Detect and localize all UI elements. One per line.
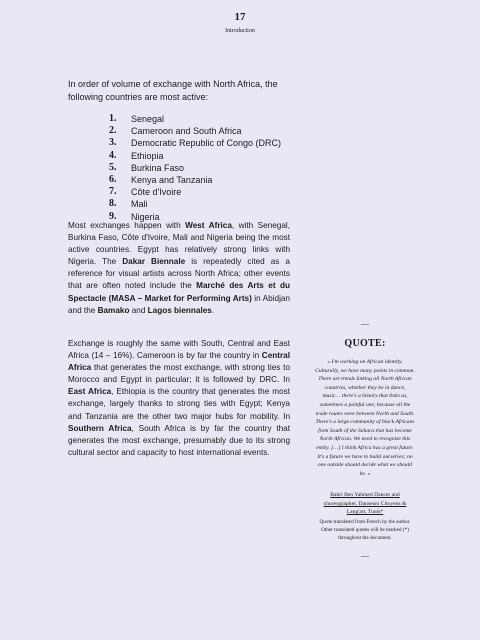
list-item-number: 2. [109,125,117,137]
quote-sidebar [315,320,415,560]
list-item-country: Nigeria [131,211,160,222]
emphasis-text: East Africa [68,387,112,397]
list-item-country: Senegal [131,114,165,125]
body-text: is repeatedly cited as a reference for visual artists across North Africa; other events that are often noted include the [68,257,290,291]
body-text: and [129,305,148,315]
translation-note: Quote translated from French by the author. Other translated quotes will be marked (*) throughout the document. [319,518,411,541]
body-text: that generates the most exchange, with strong ties to Morocco and Egypt in particular; it is followed by DRC. In [68,363,290,385]
section-label: Introduction [225,28,255,34]
intro-paragraph: In order of volume of exchange with North Africa, the following countries are most active: [68,79,278,102]
body-text: . [211,305,215,315]
list-item-number: 9. [109,210,117,222]
quote-attribution: Bahri Ben Yahmed Dancer and choreographer, Danseurs Citoyens & Lang'art, Tunis* [323,492,407,516]
sidebar-bottom-dash: — [361,550,369,560]
west-africa-paragraph [68,220,290,317]
list-item-number: 3. [109,137,117,149]
country-list [109,113,339,223]
list-item [109,150,339,162]
body-text: Most exchanges happen with [68,221,186,230]
list-item-country: Côte d'Ivoire [131,187,182,198]
list-item-country: Burkina Faso [131,162,185,173]
emphasis-text: Southern Africa [68,423,132,433]
list-item-number: 5. [109,161,117,173]
emphasis-text: West Africa [185,221,232,230]
list-item-country: Ethiopia [131,150,164,161]
emphasis-text: Dakar Biennale [122,257,186,267]
sidebar-top-dash: — [361,319,369,328]
emphasis-text: Lagos biennales [147,305,212,315]
list-item [109,137,339,149]
body-text: , South Africa is by far the country that generates the most exchange, presumably due to its strong cultural sector and capacity to host international events. [68,423,290,457]
list-item-number: 6. [109,174,117,186]
list-item [109,186,339,198]
regions-paragraph [68,338,290,459]
body-text: Exchange is roughly the same with South, Central and East Africa (14 – 16%). Cameroon is by far the country in [68,339,290,361]
list-item-country: Democratic Republic of Congo (DRC) [131,138,282,149]
list-item [109,198,339,210]
emphasis-text: Marché des Arts et du Spectacle (MASA – Market for Performing Arts) [68,281,290,303]
list-item-country: Kenya and Tanzania [131,175,213,186]
list-item [109,174,339,186]
list-item [109,113,339,125]
list-item-number: 1. [109,113,117,125]
list-item [109,125,339,137]
body-text: , Ethiopia is the country that generates the most exchange, largely thanks to strong ties with Egypt; Kenya and Tanzania are the other two major hubs for mobility. In [68,387,290,421]
quote-title: QUOTE: [344,338,386,349]
quote-text: « I'm working on African identity. Culturally, we have many points in common. There are trends linking all North African countries, whether they be in dance, music… there's a history that links us, sometimes a painful one, because all the trade routes were between North and South. There's a large community of black Africans from South of the Sahara that has become North African. We need to recognize this entity. […] I think Africa has a great future. It's a future we have to build ourselves; no one outside should decide what we should be. » [315,359,415,477]
list-item-number: 7. [109,186,117,198]
list-item-number: 4. [109,149,117,161]
body-text: in Abidjan and the [68,293,290,315]
list-item [109,162,339,174]
list-item-country: Cameroon and South Africa [131,126,242,137]
list-item-number: 8. [109,198,117,210]
page-number: 17 [234,11,246,23]
body-text: , with Senegal, Burkina Faso, Côte d'Ivoire, Mali and Nigeria being the most active countries. Egypt has relatively strong links with Nigeria. The [68,221,291,267]
emphasis-text: Central Africa [68,351,290,373]
emphasis-text: Bamako [97,305,130,315]
list-item-country: Mali [131,199,148,210]
